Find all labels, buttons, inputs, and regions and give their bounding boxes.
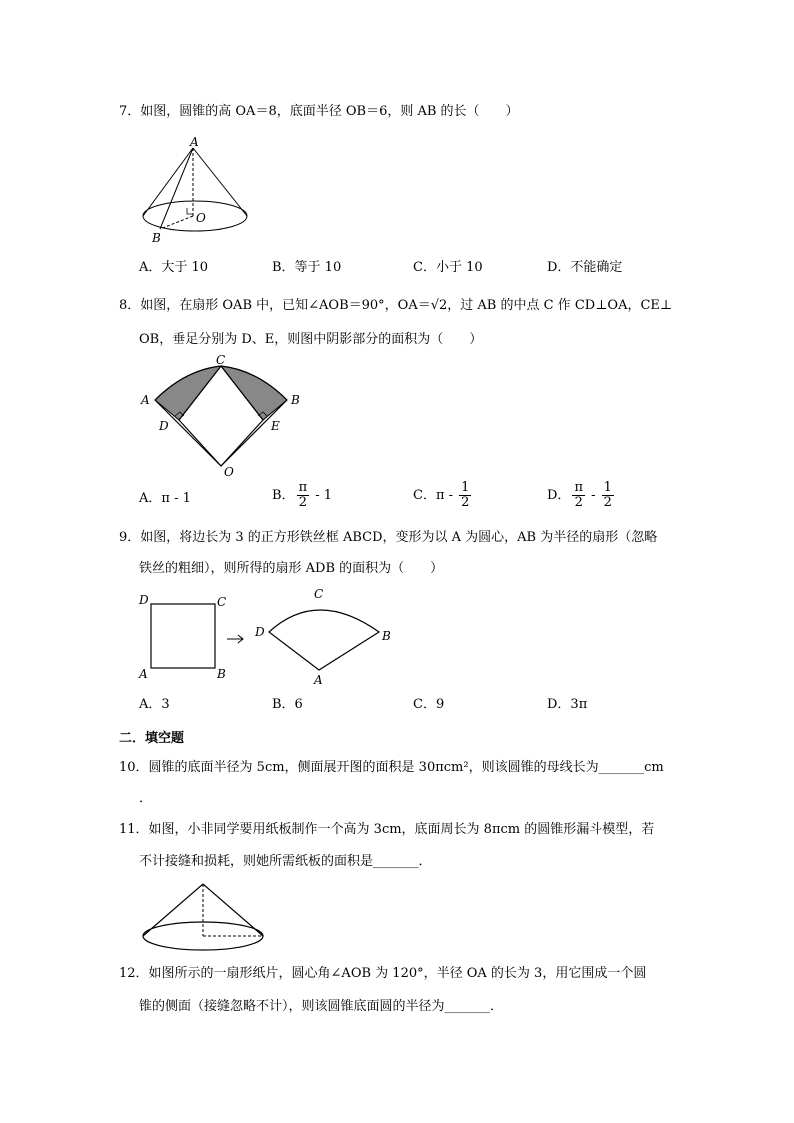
q8-option-d-denominator-2: 2	[603, 495, 612, 510]
q8-label-d: D	[159, 419, 169, 433]
q8-option-b-prefix: B．	[272, 488, 295, 503]
q9-text-line1: 9．如图，将边长为 3 的正方形铁丝框 ABCD，变形为以 A 为圆心，AB 为半径的扇形（忽略	[119, 530, 658, 545]
q10-text-line2: ．	[139, 791, 153, 806]
section-title-fill-in: 二．填空题	[119, 731, 185, 746]
q9-square-to-sector-figure	[135, 588, 405, 688]
q8-option-b	[272, 481, 332, 510]
q7-text: 7．如图，圆锥的高 OA＝8，底面半径 OB＝6，则 AB 的长（ ）	[119, 104, 519, 119]
q9-text-line2: 铁丝的粗细），则所得的扇形 ADB 的面积为（ ）	[139, 561, 444, 576]
q8-option-d-numerator-1: π	[574, 480, 583, 495]
q8-label-o: O	[224, 465, 234, 479]
q11-cone-figure	[138, 880, 268, 955]
q8-option-c-denominator: 2	[461, 495, 470, 510]
q9-label-b2: B	[382, 629, 391, 643]
q7-label-a: A	[190, 135, 199, 149]
q9-label-d2: D	[255, 625, 265, 639]
q8-option-c-prefix: C．π -	[413, 488, 458, 503]
q7-option-c: C．小于 10	[413, 260, 483, 275]
q8-sector-figure	[135, 353, 315, 480]
q7-cone-figure	[130, 130, 260, 250]
q8-label-c: C	[216, 353, 226, 367]
q9-option-b: B．6	[272, 697, 303, 712]
q8-option-d	[547, 481, 616, 510]
q8-text-line1: 8．如图，在扇形 OAB 中，已知∠AOB＝90°，OA＝√2，过 AB 的中点 C 作 CD⊥OA，CE⊥	[119, 298, 673, 313]
q8-option-d-fraction-1	[572, 481, 585, 510]
q8-option-b-suffix: - 1	[311, 488, 333, 503]
q8-text-line2: OB，垂足分别为 D、E，则图中阴影部分的面积为（ ）	[139, 332, 483, 347]
q7-label-o: O	[196, 211, 206, 225]
q9-option-c: C．9	[413, 697, 445, 712]
q8-label-e: E	[271, 419, 280, 433]
q8-option-d-prefix: D．	[547, 488, 571, 503]
q8-option-b-denominator: 2	[298, 495, 307, 510]
q7-label-b: B	[152, 231, 161, 245]
q8-option-c-numerator: 1	[461, 480, 470, 495]
q8-label-a: A	[141, 393, 150, 407]
q8-option-c	[413, 481, 473, 510]
q8-option-b-numerator: π	[298, 480, 308, 495]
q9-label-a1: A	[139, 667, 148, 681]
q12-text-line1: 12．如图所示的一扇形纸片，圆心角∠AOB 为 120°，半径 OA 的长为 3，用它围成一个圆	[119, 966, 647, 981]
q7-option-b: B．等于 10	[272, 260, 342, 275]
q8-option-d-mid: -	[586, 488, 600, 503]
q8-option-d-denominator-1: 2	[574, 495, 583, 510]
q8-option-d-fraction-2	[602, 481, 614, 510]
q11-text-line2: 不计接缝和损耗，则她所需纸板的面积是_______．	[139, 854, 432, 869]
q7-option-d: D．不能确定	[547, 260, 623, 275]
q9-label-c1: C	[217, 595, 227, 609]
q8-option-b-fraction	[297, 481, 310, 510]
q7-option-a: A．大于 10	[139, 260, 209, 275]
q8-option-a: A．π - 1	[139, 491, 191, 506]
q8-option-c-fraction	[459, 481, 471, 510]
q9-option-d: D．3π	[547, 697, 588, 712]
q8-label-b: B	[291, 393, 300, 407]
q9-label-c2: C	[314, 587, 324, 601]
q12-text-line2: 锥的侧面（接缝忽略不计），则该圆锥底面圆的半径为_______．	[139, 999, 504, 1014]
q8-option-d-numerator-2: 1	[603, 480, 612, 495]
q9-label-b1: B	[217, 667, 226, 681]
q9-label-a2: A	[314, 673, 323, 687]
q11-text-line1: 11．如图，小非同学要用纸板制作一个高为 3cm，底面周长为 8πcm 的圆锥形漏斗模型，若	[119, 822, 655, 837]
q9-option-a: A．3	[139, 697, 170, 712]
q10-text-line1: 10．圆锥的底面半径为 5cm，侧面展开图的面积是 30πcm²，则该圆锥的母线长为_______cm	[119, 760, 664, 775]
q9-label-d1: D	[139, 593, 149, 607]
